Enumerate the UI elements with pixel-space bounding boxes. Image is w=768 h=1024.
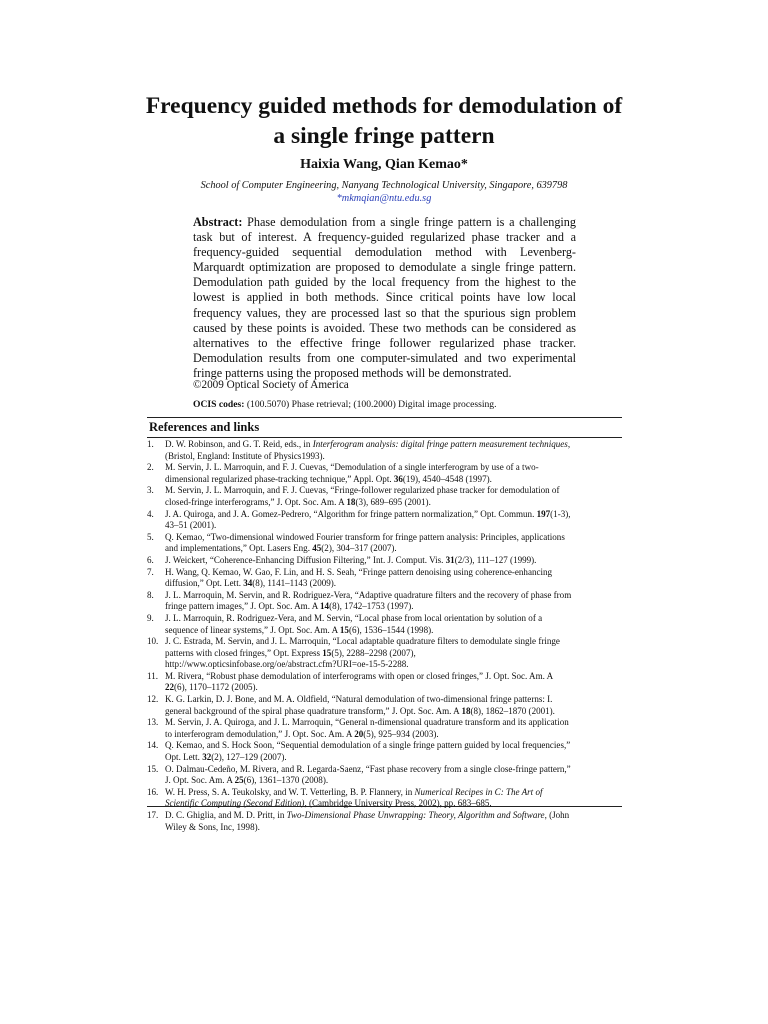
references-list	[147, 439, 622, 833]
reference-item	[147, 590, 622, 613]
reference-line: general background of the spiral phase quadrature transform,” J. Opt. Soc. Am. A 18(8), 1862–1870 (2001).	[165, 705, 555, 716]
abstract-line: fringe patterns using the proposed methods will be demonstrated.	[193, 365, 512, 380]
ocis-text: (100.5070) Phase retrieval; (100.2000) Digital image processing.	[246, 399, 497, 410]
section-divider-bottom	[147, 806, 622, 807]
reference-item	[147, 567, 622, 590]
section-divider-heading	[147, 437, 622, 438]
abstract-line: alternatives to the effective fringe follower regularized phase tracker.	[193, 335, 576, 350]
abstract-line: caused by these points is avoided. These two methods can be considered as	[193, 320, 576, 335]
abstract-line: task but of interest. A frequency-guided regularized phase tracker and a	[193, 230, 576, 245]
section-divider-top	[147, 417, 622, 418]
reference-number: 6.	[147, 554, 154, 565]
reference-item	[147, 636, 622, 671]
reference-line: Scientific Computing (Second Edition), (Cambridge University Press, 2002), pp. 683–685.	[165, 798, 492, 809]
reference-line: M. Servin, J. L. Marroquin, and F. J. Cuevas, “Demodulation of a single interferogram by use of a two-	[165, 462, 539, 473]
reference-line: 43–51 (2001).	[165, 520, 217, 531]
reference-number: 2.	[147, 462, 154, 473]
reference-number: 15.	[147, 763, 159, 774]
reference-number: 8.	[147, 589, 154, 600]
reference-line: (Bristol, England: Institute of Physics1993).	[165, 450, 325, 461]
references-heading: References and links	[149, 420, 260, 434]
copyright: ©2009 Optical Society of America	[193, 379, 349, 391]
reference-item	[147, 462, 622, 485]
reference-number: 4.	[147, 508, 154, 519]
reference-number: 12.	[147, 694, 159, 705]
reference-item	[147, 613, 622, 636]
reference-line: Q. Kemao, and S. Hock Soon, “Sequential demodulation of a single fringe pattern guided by local frequencies,”	[165, 740, 571, 751]
reference-line: O. Dalmau-Cedeño, M. Rivera, and R. Legarda-Saenz, “Fast phase recovery from a single close-fringe pattern,”	[165, 763, 571, 774]
authors: Haixia Wang, Qian Kemao*	[300, 157, 468, 172]
affiliation-block	[0, 179, 768, 205]
reference-line: 22(6), 1170–1172 (2005).	[165, 682, 258, 693]
reference-item	[147, 555, 622, 567]
reference-line: J. L. Marroquin, R. Rodriguez-Vera, and M. Servin, “Local phase from local orientation by solution of a	[165, 612, 543, 623]
reference-line: http://www.opticsinfobase.org/oe/abstract.cfm?URI=oe-15-5-2288.	[165, 659, 409, 670]
paper-title	[120, 91, 648, 151]
reference-number: 5.	[147, 531, 154, 542]
reference-number: 9.	[147, 612, 154, 623]
reference-number: 14.	[147, 740, 159, 751]
reference-number: 16.	[147, 786, 159, 797]
reference-line: J. A. Quiroga, and J. A. Gomez-Pedrero, “Algorithm for fringe pattern normalization,” Opt. Commun. 197(1-3),	[165, 508, 571, 519]
reference-item	[147, 485, 622, 508]
reference-number: 17.	[147, 810, 159, 820]
reference-line: Opt. Lett. 32(2), 127–129 (2007).	[165, 752, 287, 763]
reference-item	[147, 439, 622, 462]
reference-line: J. C. Estrada, M. Servin, and J. L. Marroquin, “Local adaptable quadrature filters to demodulate single fringe	[165, 636, 560, 647]
reference-item	[147, 671, 622, 694]
reference-line: Wiley & Sons, Inc, 1998).	[165, 821, 260, 832]
reference-line: W. H. Press, S. A. Teukolsky, and W. T. Vetterling, B. P. Flannery, in Numerical Recipes in C: The Art of	[165, 786, 543, 797]
reference-line: J. Weickert, “Coherence-Enhancing Diffusion Filtering,” Int. J. Comput. Vis. 31(2/3), 111–127 (1999).	[165, 554, 537, 565]
reference-item	[147, 764, 622, 787]
abstract-line: frequency values, they are processed last so that the spurious sign problem	[193, 305, 576, 320]
reference-line: M. Servin, J. L. Marroquin, and F. J. Cuevas, “Fringe-follower regularized phase tracker for demodulation of	[165, 485, 560, 496]
reference-item	[147, 717, 622, 740]
abstract-label: Abstract:	[193, 215, 248, 229]
abstract-line: Marquardt optimization are proposed to demodulate a single fringe pattern.	[193, 260, 576, 275]
reference-number: 7.	[147, 566, 154, 577]
reference-line: M. Rivera, “Robust phase demodulation of interferograms with open or closed fringes,” J. Opt. Soc. Am. A	[165, 670, 554, 681]
reference-line: to interferogram demodulation,” J. Opt. Soc. Am. A 20(5), 925–934 (2003).	[165, 728, 439, 739]
title-line: a single fringe pattern	[273, 123, 495, 149]
reference-line: and implementations,” Opt. Lasers Eng. 45(2), 304–317 (2007).	[165, 543, 397, 554]
reference-line: diffusion,” Opt. Lett. 34(8), 1141–1143 (2009).	[165, 578, 337, 589]
title-line: Frequency guided methods for demodulation of	[145, 93, 623, 119]
reference-line: dimensional regularized phase-tracking technique,” Appl. Opt. 36(19), 4540–4548 (1997).	[165, 473, 492, 484]
reference-number: 3.	[147, 485, 154, 496]
abstract-line: lowest is applied in both methods. Since critical points have low local	[193, 290, 576, 305]
email-link[interactable]: *mkmqian@ntu.edu.sg	[336, 193, 432, 204]
reference-line: D. W. Robinson, and G. T. Reid, eds., in Interferogram analysis: digital fringe pattern measurement techniques,	[165, 439, 571, 449]
abstract-line: Demodulation path guided by the local frequency from the highest to the	[193, 275, 576, 290]
ocis-codes	[193, 399, 497, 410]
reference-line: Q. Kemao, “Two-dimensional windowed Fourier transform for fringe pattern analysis: Principles, applications	[165, 531, 565, 542]
reference-line: H. Wang, Q. Kemao, W. Gao, F. Lin, and H. S. Seah, “Fringe pattern denoising using coherence-enhancing	[165, 566, 553, 577]
abstract-line: Abstract: Phase demodulation from a single fringe pattern is a challenging	[193, 215, 576, 229]
reference-line: K. G. Larkin, D. J. Bone, and M. A. Oldfield, “Natural demodulation of two-dimensional fringe patterns: I.	[165, 694, 553, 705]
reference-item	[147, 694, 622, 717]
reference-item	[147, 810, 622, 833]
reference-line: J. Opt. Soc. Am. A 25(6), 1361–1370 (2008).	[165, 775, 329, 786]
reference-number: 1.	[147, 439, 154, 449]
reference-item	[147, 740, 622, 763]
reference-line: patterns with closed fringes,” Opt. Express 15(5), 2288–2298 (2007),	[165, 647, 416, 658]
reference-item	[147, 509, 622, 532]
reference-line: M. Servin, J. A. Quiroga, and J. L. Marroquin, “General n-dimensional quadrature transform and its application	[165, 717, 569, 728]
reference-number: 10.	[147, 636, 159, 647]
reference-number: 13.	[147, 717, 159, 728]
affiliation: School of Computer Engineering, Nanyang Technological University, Singapore, 639798	[200, 180, 568, 191]
reference-number: 11.	[147, 670, 158, 681]
reference-line: sequence of linear systems,” J. Opt. Soc. Am. A 15(6), 1536–1544 (1998).	[165, 624, 434, 635]
reference-line: J. L. Marroquin, M. Servin, and R. Rodriguez-Vera, “Adaptive quadrature filters and the recovery of phase from	[165, 589, 572, 600]
reference-line: closed-fringe interferograms,” J. Opt. Soc. Am. A 18(3), 689–695 (2001).	[165, 496, 431, 507]
reference-item	[147, 532, 622, 555]
ocis-label: OCIS codes:	[193, 399, 245, 410]
abstract-line: frequency-guided sequential demodulation method with Levenberg-	[193, 245, 576, 260]
reference-line: fringe pattern images,” J. Opt. Soc. Am. A 14(8), 1742–1753 (1997).	[165, 601, 414, 612]
abstract	[193, 215, 576, 381]
abstract-line: Demodulation results from one computer-simulated and two experimental	[193, 350, 576, 365]
reference-line: D. C. Ghiglia, and M. D. Pritt, in Two-Dimensional Phase Unwrapping: Theory, Algorithm and Software, (John	[165, 810, 570, 820]
